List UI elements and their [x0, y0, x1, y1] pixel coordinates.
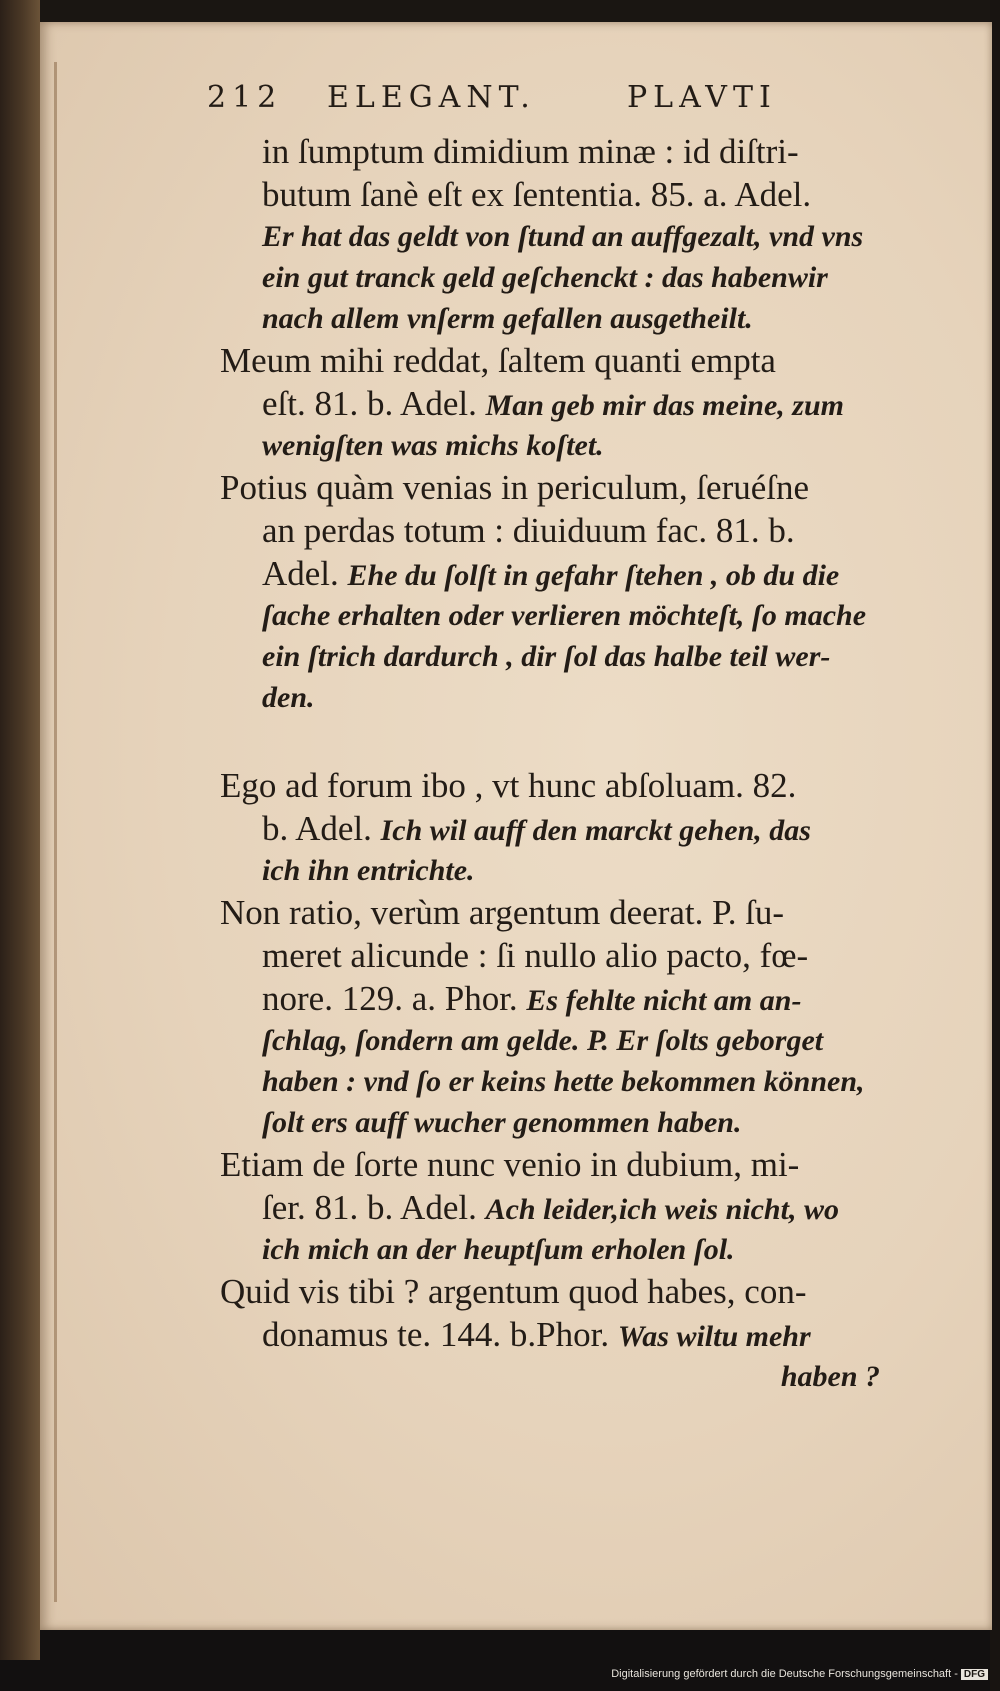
entry-first-line	[220, 891, 965, 934]
entry-line	[262, 173, 965, 216]
latin-phrase-text: Meum mihi reddat, ſaltem quanti empta	[220, 341, 776, 380]
german-translation-text: Ehe du ſolſt in gefahr ſtehen , ob du die	[347, 559, 840, 592]
entry-line	[262, 807, 965, 850]
entry-line	[262, 677, 965, 718]
entry-line	[262, 1102, 965, 1143]
entry-line	[262, 552, 965, 595]
german-translation-text: ſchlag, ſondern am gelde. P. Er ſolts geborget	[262, 1024, 824, 1057]
entry-first-line	[220, 339, 965, 382]
german-translation-text: wenigſten was michs koſtet.	[262, 429, 604, 462]
phrase-entry	[220, 718, 965, 891]
phrase-entry	[220, 339, 965, 466]
german-translation-text: ich mich an der heuptſum erholen ſol.	[262, 1233, 735, 1266]
german-translation-text: haben ?	[780, 1360, 880, 1393]
german-translation-text: ſolt ers auff wucher genommen haben.	[262, 1106, 742, 1139]
german-translation-text: Es fehlte nicht am an-	[526, 984, 802, 1017]
german-translation-text: ein ſtrich dardurch , dir ſol das halbe teil wer-	[262, 640, 831, 673]
entry-first-line	[220, 466, 965, 509]
latin-phrase-text: Etiam de ſorte nunc venio in dubium, mi-	[220, 1145, 800, 1184]
text-block	[220, 130, 965, 1397]
latin-phrase-text: Adel.	[262, 554, 348, 593]
entry-line	[262, 1313, 965, 1356]
digitization-credit	[611, 1668, 988, 1680]
latin-phrase-text: Quid vis tibi ? argentum quod habes, con-	[220, 1272, 807, 1311]
phrase-entry	[220, 130, 965, 339]
latin-phrase-text: donamus te. 144. b.Phor.	[262, 1315, 618, 1354]
entry-line	[262, 977, 965, 1020]
entry-line	[262, 425, 965, 466]
entry-line	[220, 1356, 965, 1397]
latin-phrase-text: b. Adel.	[262, 809, 381, 848]
running-title-right: PLAVTI	[627, 80, 777, 115]
latin-phrase-text: eſt. 81. b. Adel.	[262, 384, 486, 423]
latin-phrase-text: nore. 129. a. Phor.	[262, 979, 527, 1018]
german-translation-text: ich ihn entrichte.	[262, 854, 475, 887]
latin-phrase-text: butum ſanè eſt ex ſententia. 85. a. Adel.	[262, 175, 812, 214]
phrase-entry	[220, 1270, 965, 1397]
german-translation-text: Man geb mir das meine, zum	[485, 389, 844, 422]
latin-phrase-text: meret alicunde : ſi nullo alio pacto, fœ-	[262, 936, 809, 975]
german-translation-text: den.	[262, 681, 315, 714]
german-translation-text: ſache erhalten oder verlieren möchteſt, ſo mache	[262, 599, 867, 632]
german-translation-text: Ach leider,ich weis nicht, wo	[485, 1193, 839, 1226]
german-translation-text: ein gut tranck geld geſchenckt : das habenwir	[262, 261, 828, 294]
entry-line	[262, 1061, 965, 1102]
entry-line	[262, 636, 965, 677]
german-translation-text: Er hat das geldt von ſtund an auffgezalt, vnd vns	[262, 220, 864, 253]
entry-line	[262, 130, 965, 173]
entry-first-line	[220, 1270, 965, 1313]
entry-line	[262, 595, 965, 636]
entry-line	[262, 382, 965, 425]
dfg-logo: DFG	[961, 1669, 988, 1680]
scan-top-edge	[0, 0, 1000, 24]
latin-phrase-text: an perdas totum : diuiduum fac. 81. b.	[262, 511, 795, 550]
entry-line	[262, 509, 965, 552]
entry-first-line	[220, 764, 965, 807]
entry-spacer	[220, 718, 965, 764]
phrase-entry	[220, 466, 965, 718]
entry-first-line	[220, 1143, 965, 1186]
latin-phrase-text: Potius quàm venias in periculum, ſeruéſne	[220, 468, 810, 507]
entry-line	[262, 850, 965, 891]
page-number: 212	[207, 80, 283, 115]
entry-line	[262, 298, 965, 339]
latin-phrase-text: Non ratio, verùm argentum deerat. P. ſu-	[220, 893, 785, 932]
credit-text: Digitalisierung gefördert durch die Deutsche Forschungsgemeinschaft -	[611, 1668, 958, 1680]
latin-phrase-text: ſer. 81. b. Adel.	[262, 1188, 486, 1227]
running-header	[207, 80, 907, 115]
phrase-entry	[220, 1143, 965, 1270]
phrase-entry	[220, 891, 965, 1143]
running-title-left: ELEGANT.	[327, 80, 536, 115]
german-translation-text: Ich wil auff den marckt gehen, das	[380, 814, 811, 847]
entry-line	[262, 934, 965, 977]
entry-line	[262, 257, 965, 298]
page-gutter-line	[54, 62, 57, 1602]
entry-line	[262, 216, 965, 257]
german-translation-text: haben : vnd ſo er keins hette bekommen können,	[262, 1065, 865, 1098]
entry-line	[262, 1229, 965, 1270]
latin-phrase-text: in ſumptum dimidium minæ : id diſtri-	[262, 132, 799, 171]
latin-phrase-text: Ego ad forum ibo , vt hunc abſoluam. 82.	[220, 766, 797, 805]
german-translation-text: nach allem vnſerm gefallen ausgetheilt.	[262, 302, 753, 335]
book-fore-edge	[0, 0, 40, 1660]
entry-line	[262, 1020, 965, 1061]
german-translation-text: Was wiltu mehr	[617, 1320, 811, 1353]
entry-line	[262, 1186, 965, 1229]
